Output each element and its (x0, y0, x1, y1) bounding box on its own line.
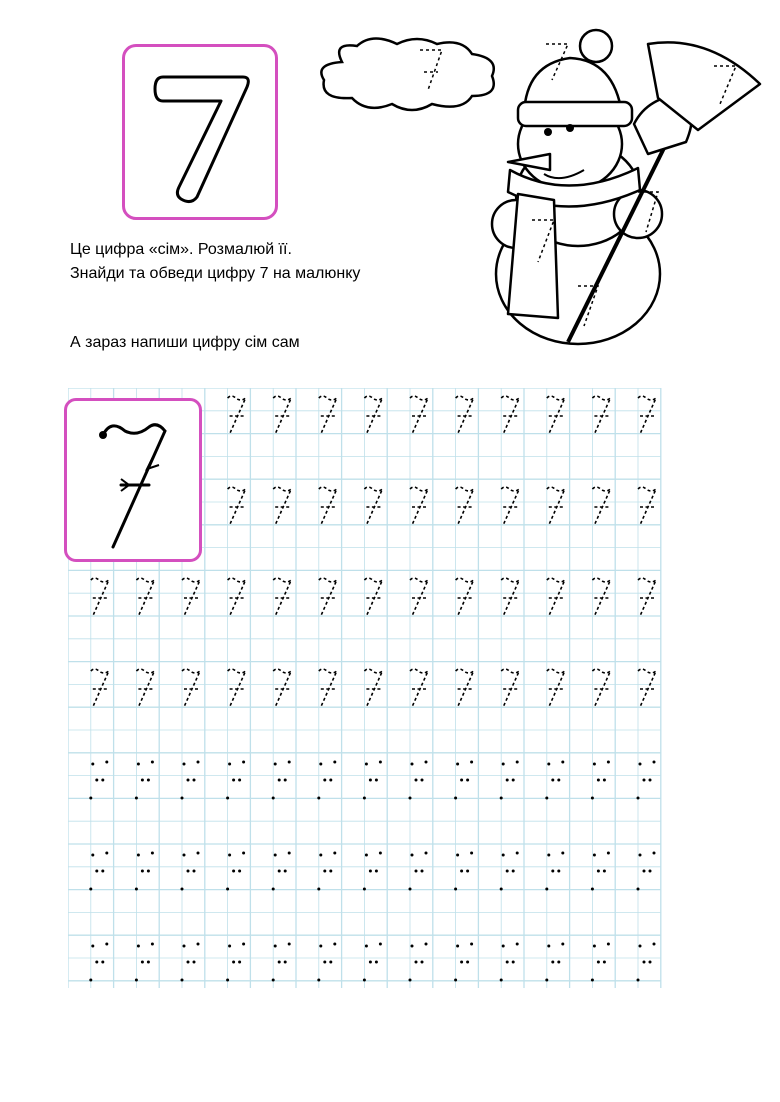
dot-guide[interactable] (272, 761, 291, 800)
dot-guide[interactable] (272, 943, 291, 982)
traced-seven[interactable] (501, 396, 519, 434)
traced-seven[interactable] (364, 669, 382, 707)
dot-guide[interactable] (591, 852, 610, 891)
traced-seven[interactable] (547, 396, 565, 434)
traced-seven[interactable] (410, 487, 428, 525)
dot-guide[interactable] (637, 761, 656, 800)
write-prompt: А зараз напиши цифру сім сам (70, 334, 300, 351)
dot-guide[interactable] (500, 852, 519, 891)
dot-guide[interactable] (500, 761, 519, 800)
traced-seven[interactable] (182, 578, 200, 616)
instruction-line-1: Це цифра «сім». Розмалюй її. (70, 241, 292, 258)
dot-guide[interactable] (409, 761, 428, 800)
traced-seven[interactable] (273, 396, 291, 434)
traced-seven[interactable] (592, 669, 610, 707)
traced-seven[interactable] (319, 396, 337, 434)
traced-seven[interactable] (592, 396, 610, 434)
traced-seven[interactable] (638, 396, 656, 434)
traced-seven[interactable] (228, 669, 246, 707)
cloud-picture[interactable] (312, 34, 502, 119)
traced-seven[interactable] (364, 487, 382, 525)
traced-seven[interactable] (228, 396, 246, 434)
seven-stroke-guide (67, 401, 199, 559)
dot-guide[interactable] (454, 761, 473, 800)
stroke-order-sample (64, 398, 202, 562)
dot-guide[interactable] (181, 761, 200, 800)
traced-seven[interactable] (273, 578, 291, 616)
traced-seven[interactable] (456, 669, 474, 707)
traced-seven[interactable] (410, 396, 428, 434)
traced-seven[interactable] (273, 487, 291, 525)
dot-guide[interactable] (545, 943, 564, 982)
traced-seven[interactable] (182, 669, 200, 707)
snowman-picture[interactable] (488, 24, 768, 359)
dot-guide[interactable] (363, 943, 382, 982)
dot-guide[interactable] (226, 852, 245, 891)
traced-seven[interactable] (273, 669, 291, 707)
instructions (70, 238, 360, 286)
traced-seven[interactable] (638, 669, 656, 707)
traced-seven[interactable] (501, 669, 519, 707)
traced-seven[interactable] (410, 669, 428, 707)
traced-seven[interactable] (364, 396, 382, 434)
traced-seven[interactable] (501, 578, 519, 616)
traced-seven[interactable] (410, 578, 428, 616)
dot-guide[interactable] (363, 761, 382, 800)
traced-seven[interactable] (228, 578, 246, 616)
traced-seven[interactable] (319, 669, 337, 707)
dot-guide[interactable] (317, 852, 336, 891)
dot-guide[interactable] (637, 943, 656, 982)
dot-guide[interactable] (181, 943, 200, 982)
traced-seven[interactable] (501, 487, 519, 525)
traced-seven[interactable] (547, 669, 565, 707)
dot-guide[interactable] (591, 943, 610, 982)
dot-guide[interactable] (545, 761, 564, 800)
digit-card (122, 44, 278, 220)
traced-seven[interactable] (136, 669, 154, 707)
dot-guide[interactable] (591, 761, 610, 800)
traced-seven[interactable] (319, 578, 337, 616)
dot-guide[interactable] (500, 943, 519, 982)
digit-seven-outline (125, 47, 275, 217)
dot-guide[interactable] (317, 761, 336, 800)
traced-seven[interactable] (456, 578, 474, 616)
traced-seven[interactable] (91, 578, 109, 616)
dot-guide[interactable] (317, 943, 336, 982)
dot-guide[interactable] (135, 943, 154, 982)
traced-seven[interactable] (547, 578, 565, 616)
traced-seven[interactable] (547, 487, 565, 525)
dot-guide[interactable] (181, 852, 200, 891)
dot-guide[interactable] (545, 852, 564, 891)
dot-guide[interactable] (409, 943, 428, 982)
dot-guide[interactable] (272, 852, 291, 891)
dot-guide[interactable] (135, 761, 154, 800)
traced-seven[interactable] (228, 487, 246, 525)
instruction-line-2: Знайди та обведи цифру 7 на малюнку (70, 265, 361, 282)
dot-guide[interactable] (409, 852, 428, 891)
traced-seven[interactable] (638, 487, 656, 525)
traced-seven[interactable] (456, 487, 474, 525)
dot-guide[interactable] (637, 852, 656, 891)
traced-seven[interactable] (456, 396, 474, 434)
traced-seven[interactable] (592, 578, 610, 616)
traced-seven[interactable] (136, 578, 154, 616)
dot-guide[interactable] (226, 761, 245, 800)
dot-guide[interactable] (454, 943, 473, 982)
dot-guide[interactable] (89, 943, 108, 982)
dot-guide[interactable] (454, 852, 473, 891)
dot-guide[interactable] (363, 852, 382, 891)
traced-seven[interactable] (91, 669, 109, 707)
dot-guide[interactable] (135, 852, 154, 891)
traced-seven[interactable] (592, 487, 610, 525)
traced-seven[interactable] (319, 487, 337, 525)
traced-seven[interactable] (638, 578, 656, 616)
dot-guide[interactable] (89, 852, 108, 891)
dot-guide[interactable] (226, 943, 245, 982)
dot-guide[interactable] (89, 761, 108, 800)
traced-seven[interactable] (364, 578, 382, 616)
